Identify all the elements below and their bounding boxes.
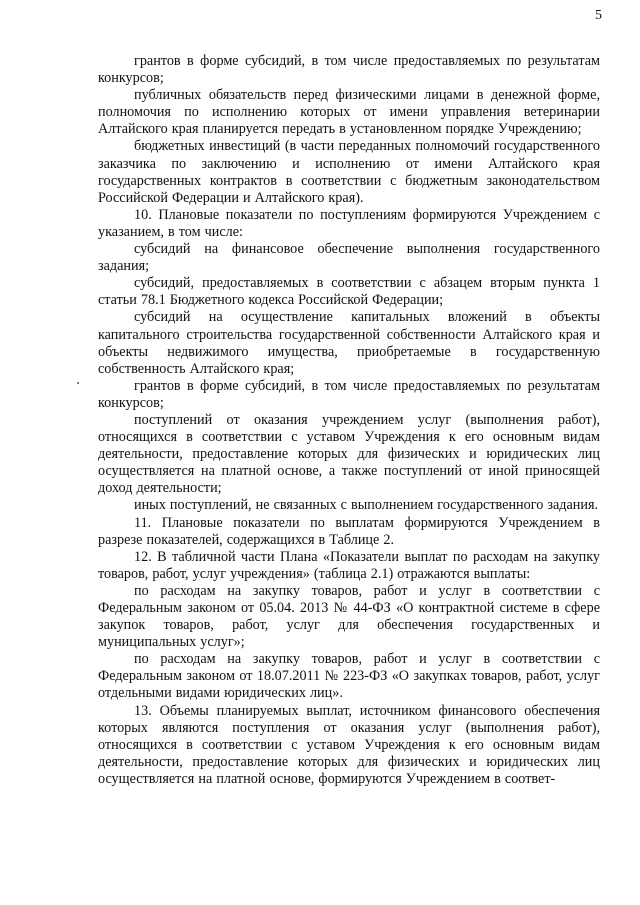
page-number: 5 [595,8,602,23]
paragraph-item-11: 11. Плановые показатели по выплатам формируются Учреждением в разрезе показателей, содержащихся в Таблице 2. [98,514,600,548]
paragraph-grants-1: грантов в форме субсидий, в том числе предоставляемых по результатам конкурсов; [98,53,600,87]
paragraph-item-10: 10. Плановые показатели по поступлениям формируются Учреждением с указанием, в том числе: [98,206,600,240]
paragraph-paid-services: поступлений от оказания учреждением услуг (выполнения работ), относящихся в соответствии с уставом Учреждения к его основным видам деятельности, предоставление которых для физических и юридических лиц осуществляется на платной основе, а также поступлений от иной приносящей доход деятельности; [98,411,600,497]
paragraph-grants-2: грантов в форме субсидий, в том числе предоставляемых по результатам конкурсов; [98,377,600,411]
paragraph-law-44-fz: по расходам на закупку товаров, работ и услуг в соответствии с Федеральным законом от 05.04. 2013 № 44-ФЗ «О контрактной системе в сфере закупок товаров, работ, услуг для обеспечения государственных и муниципальных услуг»; [98,582,600,651]
paragraph-subsidies-state-task: субсидий на финансовое обеспечение выполнения государственного задания; [98,241,600,275]
paragraph-public-obligations: публичных обязательств перед физическими лицами в денежной форме, полномочия по исполнению которых от имени управления ветеринарии Алтайского края планируется передать в установленном порядке Учреждению; [98,87,600,138]
paragraph-subsidies-article-78-1: субсидий, предоставляемых в соответствии с абзацем вторым пункта 1 статьи 78.1 Бюджетного кодекса Российской Федерации; [98,275,600,309]
paragraph-other-receipts: иных поступлений, не связанных с выполнением государственного задания. [134,497,599,514]
paragraph-capital-investments: субсидий на осуществление капитальных вложений в объекты капитального строительства государственной собственности Алтайского края и объекты недвижимого имущества, приобретаемые в государственную собственность Алтайского края; [98,309,600,377]
document-body [98,53,600,788]
paragraph-item-13: 13. Объемы планируемых выплат, источником финансового обеспечения которых являются поступления от оказания услуг (выполнения работ), относящихся в соответствии с уставом Учреждения к его основным видам деятельности, предоставление которых для физических и юридических лиц осуществляется на платной основе, формируются Учреждением в соответ- [98,702,600,787]
paragraph-law-223-fz: по расходам на закупку товаров, работ и услуг в соответствии с Федеральным законом от 18.07.2011 № 223-ФЗ «О закупках товаров, работ, услуг отдельными видами юридических лиц». [98,651,600,702]
scan-speck [77,382,79,384]
paragraph-item-12: 12. В табличной части Плана «Показатели выплат по расходам на закупку товаров, работ, услуг учреждения» (таблица 2.1) отражаются выплаты: [98,548,600,582]
paragraph-budget-investments: бюджетных инвестиций (в части переданных полномочий государственного заказчика по заключению и исполнению от имени Алтайского края государственных контрактов в соответствии с бюджетным законодательством Российской Федерации и Алтайского края). [98,138,600,206]
